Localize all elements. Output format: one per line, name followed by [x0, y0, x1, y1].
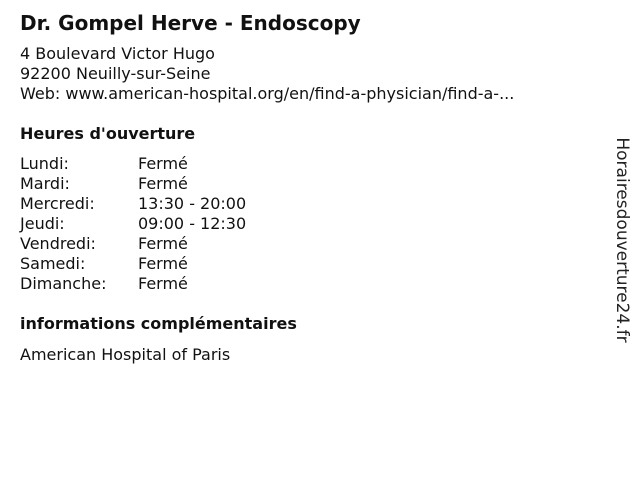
- hours-time: Fermé: [138, 234, 188, 253]
- hours-day: Dimanche:: [20, 274, 107, 293]
- hours-table: [20, 154, 246, 294]
- hours-time: Fermé: [138, 154, 188, 173]
- hours-day: Jeudi:: [20, 214, 65, 233]
- address-block: [20, 44, 514, 104]
- site-watermark: Horairesdouverture24.fr: [612, 137, 632, 343]
- hours-day: Mardi:: [20, 174, 70, 193]
- hours-time: 09:00 - 12:30: [138, 214, 247, 233]
- hours-day: Lundi:: [20, 154, 69, 173]
- website-link-text[interactable]: Web: www.american-hospital.org/en/find-a-physician/find-a-...: [20, 84, 515, 103]
- hours-row-tuesday: [20, 174, 246, 194]
- hours-row-friday: [20, 234, 246, 254]
- hours-day: Vendredi:: [20, 234, 96, 253]
- hours-time: Fermé: [138, 254, 188, 273]
- hours-row-wednesday: [20, 194, 246, 214]
- website-link[interactable]: [20, 84, 514, 104]
- hours-heading: Heures d'ouverture: [20, 124, 196, 143]
- info-heading: informations complémentaires: [20, 314, 297, 333]
- address-street: 4 Boulevard Victor Hugo: [20, 44, 215, 63]
- page-title: Dr. Gompel Herve - Endoscopy: [20, 11, 361, 35]
- hours-row-monday: [20, 154, 246, 174]
- hours-day: Mercredi:: [20, 194, 95, 213]
- hours-time: Fermé: [138, 174, 188, 193]
- hours-time: 13:30 - 20:00: [138, 194, 247, 213]
- hours-row-thursday: [20, 214, 246, 234]
- address-city: 92200 Neuilly-sur-Seine: [20, 64, 211, 83]
- hours-time: Fermé: [138, 274, 188, 293]
- hours-day: Samedi:: [20, 254, 86, 273]
- hours-row-saturday: [20, 254, 246, 274]
- hours-row-sunday: [20, 274, 246, 294]
- info-text: American Hospital of Paris: [20, 345, 231, 364]
